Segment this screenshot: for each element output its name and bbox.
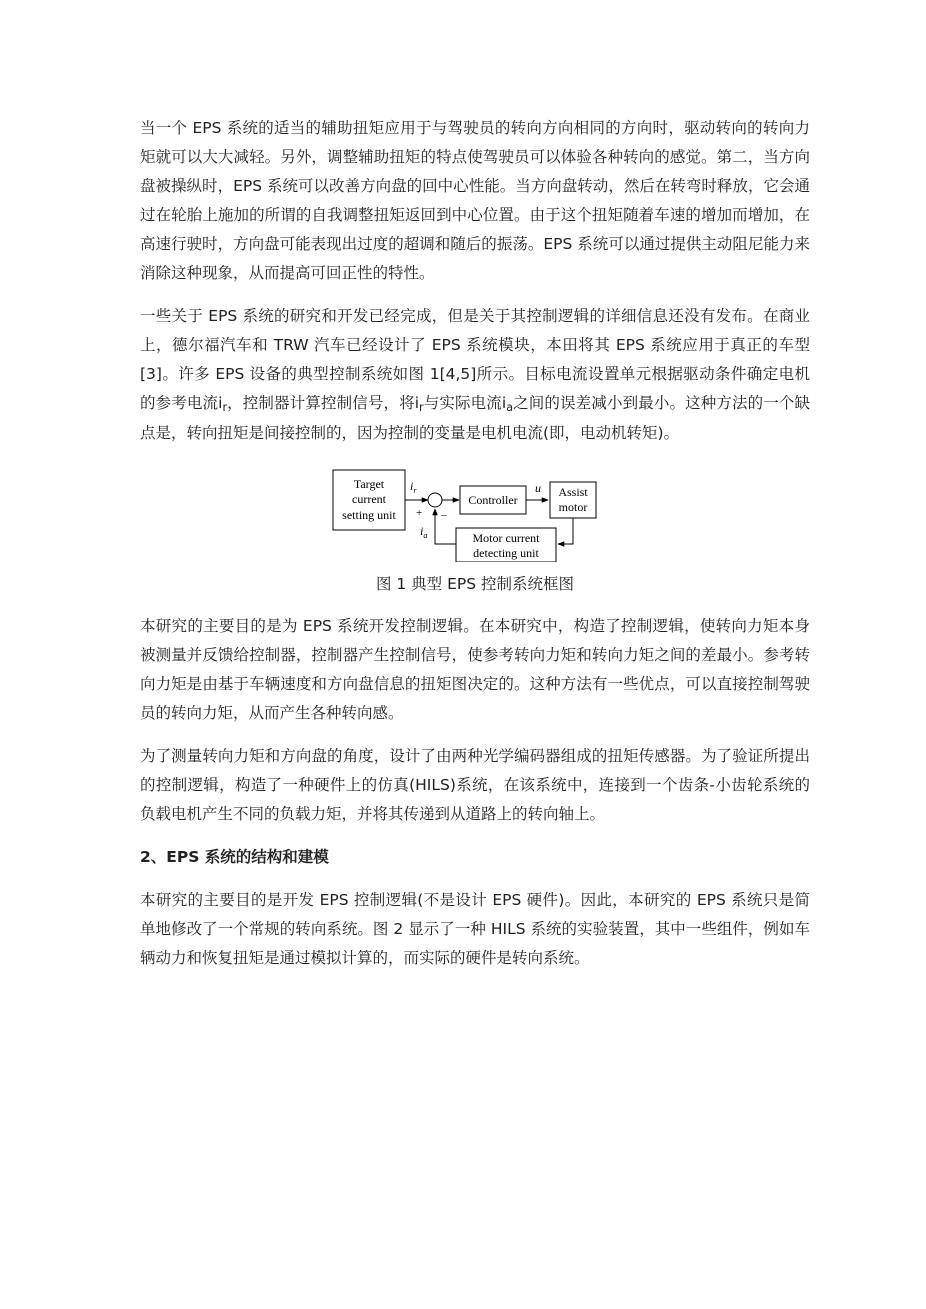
detect-line-1: Motor current — [472, 531, 540, 545]
paragraph-5: 本研究的主要目的是开发 EPS 控制逻辑(不是设计 EPS 硬件)。因此，本研究的 EPS 系统只是简单地修改了一个常规的转向系统。图 2 显示了一种 HILS 系统的实验装置，其中一些组件，例如车辆动力和恢复扭矩是通过模拟计算的，而实际的硬件是转向系统。 — [140, 891, 810, 967]
label-u: u — [535, 481, 541, 495]
assist-line-1: Assist — [558, 485, 588, 499]
target-line-2: current — [352, 492, 386, 506]
document-page — [140, 114, 810, 987]
paragraph-2 — [140, 302, 810, 448]
paragraph-2-part-c: 与实际电流i — [423, 394, 507, 412]
target-line-1: Target — [353, 477, 385, 491]
feedback-path-motor — [558, 518, 573, 544]
target-line-3: setting unit — [342, 508, 396, 522]
paragraph-2-part-d: 之间的误差减小到最小。这种方法的一个缺点是，转向扭矩是间接控制的，因为控制的变量是电机电流(即，电动机转矩)。 — [140, 394, 810, 442]
label-minus: – — [441, 509, 447, 521]
detect-line-2: detecting unit — [473, 546, 539, 560]
subscript-r-1: r — [222, 401, 228, 415]
figure-1-caption: 图 1 典型 EPS 控制系统框图 — [375, 575, 575, 593]
paragraph-4: 为了测量转向力矩和方向盘的角度，设计了由两种光学编码器组成的扭矩传感器。为了验证所提出的控制逻辑，构造了一种硬件上的仿真(HILS)系统，在该系统中，连接到一个齿条-小齿轮系统的负载电机产生不同的负载力矩，并将其传递到从道路上的转向轴上。 — [140, 747, 810, 823]
label-plus: + — [416, 507, 423, 519]
summing-junction — [428, 493, 442, 507]
label-ia: $i_a$ — [420, 524, 428, 540]
subscript-a: a — [506, 401, 514, 415]
paragraph-2-part-b: ，控制器计算控制信号，将i — [227, 394, 420, 412]
section-heading-2: 2、EPS 系统的结构和建模 — [140, 848, 329, 866]
controller-label: Controller — [468, 493, 518, 507]
assist-line-2: motor — [558, 500, 588, 514]
paragraph-2-part-a: 一些关于 EPS 系统的研究和开发已经完成，但是关于其控制逻辑的详细信息还没有发布。在商业上，德尔福汽车和 TRW 汽车已经设计了 EPS 系统模块，本田将其 EPS 系统应用于真正的车型[3]。许多 EPS 设备的典型控制系统如图 1[4,5]所示。目标电流设置单元根据驱动条件确定电机的参考电流i — [140, 307, 810, 412]
label-ir: $i_r$ — [410, 479, 417, 495]
figure-1 — [140, 462, 810, 596]
paragraph-1: 当一个 EPS 系统的适当的辅助扭矩应用于与驾驶员的转向方向相同的方向时，驱动转向的转向力矩就可以大大减轻。另外，调整辅助扭矩的特点使驾驶员可以体验各种转向的感觉。第二，当方向盘被操纵时，EPS 系统可以改善方向盘的回中心性能。当方向盘转动，然后在转弯时释放，它会通过在轮胎上施加的所谓的自我调整扭矩返回到中心位置。由于这个扭矩随着车速的增加而增加，在高速行驶时，方向盘可能表现出过度的超调和随后的振荡。EPS 系统可以通过提供主动阻尼能力来消除这种现象，从而提高可回正性的特性。 — [140, 119, 810, 282]
subscript-r-2: r — [419, 401, 424, 415]
block-diagram — [332, 462, 602, 562]
paragraph-3: 本研究的主要目的是为 EPS 系统开发控制逻辑。在本研究中，构造了控制逻辑，使转向力矩本身被测量并反馈给控制器，控制器产生控制信号，使参考转向力矩和转向力矩之间的差最小。参考转向力矩是由基于车辆速度和方向盘信息的扭矩图决定的。这种方法有一些优点，可以直接控制驾驶员的转向力矩，从而产生各种转向感。 — [140, 617, 810, 722]
